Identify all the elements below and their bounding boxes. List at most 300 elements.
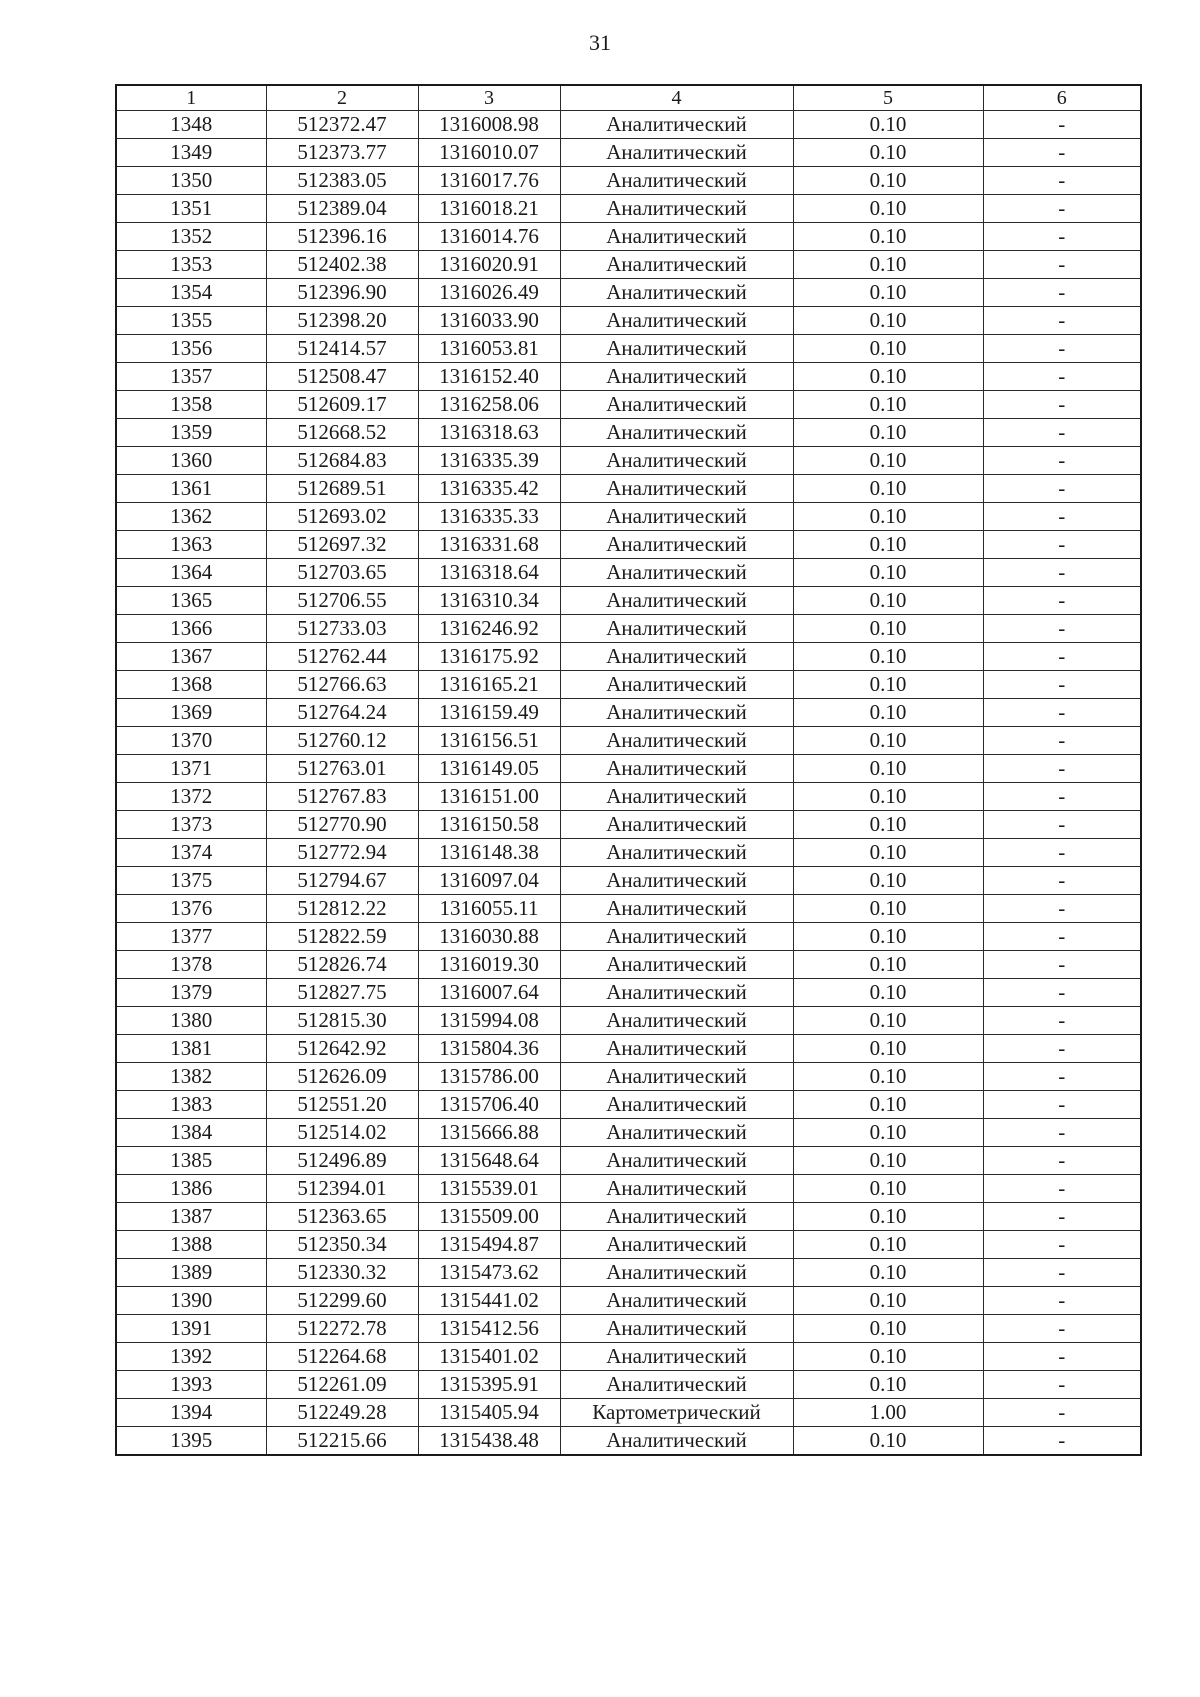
column-header: 2 bbox=[266, 85, 418, 111]
table-row bbox=[116, 1371, 1141, 1399]
method-cell: Аналитический bbox=[560, 615, 793, 643]
note-cell: - bbox=[983, 1063, 1141, 1091]
note-cell: - bbox=[983, 643, 1141, 671]
method-cell: Аналитический bbox=[560, 671, 793, 699]
y-coordinate-cell: 1316055.11 bbox=[418, 895, 560, 923]
x-coordinate-cell: 512299.60 bbox=[266, 1287, 418, 1315]
x-coordinate-cell: 512609.17 bbox=[266, 391, 418, 419]
table-row bbox=[116, 699, 1141, 727]
table-row bbox=[116, 363, 1141, 391]
table-row bbox=[116, 587, 1141, 615]
method-cell: Аналитический bbox=[560, 335, 793, 363]
x-coordinate-cell: 512770.90 bbox=[266, 811, 418, 839]
table-row bbox=[116, 1287, 1141, 1315]
x-coordinate-cell: 512398.20 bbox=[266, 307, 418, 335]
x-coordinate-cell: 512684.83 bbox=[266, 447, 418, 475]
accuracy-cell: 0.10 bbox=[793, 251, 983, 279]
y-coordinate-cell: 1315494.87 bbox=[418, 1231, 560, 1259]
note-cell: - bbox=[983, 671, 1141, 699]
method-cell: Аналитический bbox=[560, 1427, 793, 1456]
method-cell: Аналитический bbox=[560, 1315, 793, 1343]
note-cell: - bbox=[983, 391, 1141, 419]
note-cell: - bbox=[983, 839, 1141, 867]
table-row bbox=[116, 895, 1141, 923]
point-number-cell: 1364 bbox=[116, 559, 266, 587]
point-number-cell: 1365 bbox=[116, 587, 266, 615]
method-cell: Аналитический bbox=[560, 727, 793, 755]
y-coordinate-cell: 1316159.49 bbox=[418, 699, 560, 727]
y-coordinate-cell: 1316151.00 bbox=[418, 783, 560, 811]
x-coordinate-cell: 512764.24 bbox=[266, 699, 418, 727]
accuracy-cell: 0.10 bbox=[793, 1259, 983, 1287]
note-cell: - bbox=[983, 867, 1141, 895]
x-coordinate-cell: 512373.77 bbox=[266, 139, 418, 167]
x-coordinate-cell: 512766.63 bbox=[266, 671, 418, 699]
point-number-cell: 1366 bbox=[116, 615, 266, 643]
method-cell: Аналитический bbox=[560, 111, 793, 139]
note-cell: - bbox=[983, 307, 1141, 335]
accuracy-cell: 0.10 bbox=[793, 951, 983, 979]
table-row bbox=[116, 1203, 1141, 1231]
note-cell: - bbox=[983, 447, 1141, 475]
accuracy-cell: 0.10 bbox=[793, 391, 983, 419]
method-cell: Аналитический bbox=[560, 587, 793, 615]
y-coordinate-cell: 1316017.76 bbox=[418, 167, 560, 195]
y-coordinate-cell: 1316335.42 bbox=[418, 475, 560, 503]
x-coordinate-cell: 512249.28 bbox=[266, 1399, 418, 1427]
table-body bbox=[116, 111, 1141, 1456]
method-cell: Аналитический bbox=[560, 167, 793, 195]
note-cell: - bbox=[983, 363, 1141, 391]
y-coordinate-cell: 1315994.08 bbox=[418, 1007, 560, 1035]
table-row bbox=[116, 419, 1141, 447]
method-cell: Аналитический bbox=[560, 811, 793, 839]
accuracy-cell: 0.10 bbox=[793, 1091, 983, 1119]
method-cell: Аналитический bbox=[560, 195, 793, 223]
point-number-cell: 1393 bbox=[116, 1371, 266, 1399]
x-coordinate-cell: 512794.67 bbox=[266, 867, 418, 895]
y-coordinate-cell: 1315438.48 bbox=[418, 1427, 560, 1456]
y-coordinate-cell: 1316097.04 bbox=[418, 867, 560, 895]
x-coordinate-cell: 512760.12 bbox=[266, 727, 418, 755]
x-coordinate-cell: 512826.74 bbox=[266, 951, 418, 979]
method-cell: Аналитический bbox=[560, 363, 793, 391]
table-row bbox=[116, 615, 1141, 643]
table-row bbox=[116, 839, 1141, 867]
note-cell: - bbox=[983, 895, 1141, 923]
y-coordinate-cell: 1316026.49 bbox=[418, 279, 560, 307]
accuracy-cell: 0.10 bbox=[793, 335, 983, 363]
point-number-cell: 1385 bbox=[116, 1147, 266, 1175]
x-coordinate-cell: 512215.66 bbox=[266, 1427, 418, 1456]
point-number-cell: 1370 bbox=[116, 727, 266, 755]
y-coordinate-cell: 1316331.68 bbox=[418, 531, 560, 559]
note-cell: - bbox=[983, 1343, 1141, 1371]
accuracy-cell: 0.10 bbox=[793, 699, 983, 727]
method-cell: Аналитический bbox=[560, 1119, 793, 1147]
table-row bbox=[116, 391, 1141, 419]
y-coordinate-cell: 1315648.64 bbox=[418, 1147, 560, 1175]
accuracy-cell: 0.10 bbox=[793, 559, 983, 587]
accuracy-cell: 0.10 bbox=[793, 1343, 983, 1371]
y-coordinate-cell: 1316156.51 bbox=[418, 727, 560, 755]
point-number-cell: 1386 bbox=[116, 1175, 266, 1203]
accuracy-cell: 0.10 bbox=[793, 643, 983, 671]
y-coordinate-cell: 1316053.81 bbox=[418, 335, 560, 363]
note-cell: - bbox=[983, 1427, 1141, 1456]
note-cell: - bbox=[983, 923, 1141, 951]
column-header: 6 bbox=[983, 85, 1141, 111]
point-number-cell: 1349 bbox=[116, 139, 266, 167]
y-coordinate-cell: 1315706.40 bbox=[418, 1091, 560, 1119]
note-cell: - bbox=[983, 811, 1141, 839]
accuracy-cell: 0.10 bbox=[793, 1315, 983, 1343]
y-coordinate-cell: 1316018.21 bbox=[418, 195, 560, 223]
x-coordinate-cell: 512812.22 bbox=[266, 895, 418, 923]
table-row bbox=[116, 1119, 1141, 1147]
accuracy-cell: 0.10 bbox=[793, 587, 983, 615]
y-coordinate-cell: 1315401.02 bbox=[418, 1343, 560, 1371]
x-coordinate-cell: 512733.03 bbox=[266, 615, 418, 643]
table-row bbox=[116, 503, 1141, 531]
x-coordinate-cell: 512815.30 bbox=[266, 1007, 418, 1035]
table-row bbox=[116, 223, 1141, 251]
accuracy-cell: 0.10 bbox=[793, 979, 983, 1007]
y-coordinate-cell: 1316335.39 bbox=[418, 447, 560, 475]
point-number-cell: 1384 bbox=[116, 1119, 266, 1147]
y-coordinate-cell: 1315405.94 bbox=[418, 1399, 560, 1427]
y-coordinate-cell: 1316033.90 bbox=[418, 307, 560, 335]
table-row bbox=[116, 1035, 1141, 1063]
point-number-cell: 1362 bbox=[116, 503, 266, 531]
y-coordinate-cell: 1316175.92 bbox=[418, 643, 560, 671]
method-cell: Аналитический bbox=[560, 503, 793, 531]
method-cell: Аналитический bbox=[560, 1063, 793, 1091]
method-cell: Аналитический bbox=[560, 1343, 793, 1371]
accuracy-cell: 0.10 bbox=[793, 307, 983, 335]
method-cell: Аналитический bbox=[560, 839, 793, 867]
table-row bbox=[116, 1343, 1141, 1371]
table-row bbox=[116, 1147, 1141, 1175]
column-header: 3 bbox=[418, 85, 560, 111]
x-coordinate-cell: 512264.68 bbox=[266, 1343, 418, 1371]
table-header bbox=[116, 85, 1141, 111]
note-cell: - bbox=[983, 1147, 1141, 1175]
x-coordinate-cell: 512383.05 bbox=[266, 167, 418, 195]
y-coordinate-cell: 1315804.36 bbox=[418, 1035, 560, 1063]
page-number: 31 bbox=[589, 30, 611, 55]
note-cell: - bbox=[983, 111, 1141, 139]
note-cell: - bbox=[983, 1259, 1141, 1287]
point-number-cell: 1350 bbox=[116, 167, 266, 195]
method-cell: Аналитический bbox=[560, 1175, 793, 1203]
point-number-cell: 1376 bbox=[116, 895, 266, 923]
x-coordinate-cell: 512642.92 bbox=[266, 1035, 418, 1063]
accuracy-cell: 0.10 bbox=[793, 867, 983, 895]
y-coordinate-cell: 1316149.05 bbox=[418, 755, 560, 783]
point-number-cell: 1391 bbox=[116, 1315, 266, 1343]
accuracy-cell: 0.10 bbox=[793, 1063, 983, 1091]
y-coordinate-cell: 1316020.91 bbox=[418, 251, 560, 279]
note-cell: - bbox=[983, 419, 1141, 447]
method-cell: Аналитический bbox=[560, 699, 793, 727]
accuracy-cell: 0.10 bbox=[793, 1427, 983, 1456]
accuracy-cell: 0.10 bbox=[793, 195, 983, 223]
note-cell: - bbox=[983, 531, 1141, 559]
method-cell: Аналитический bbox=[560, 531, 793, 559]
table-row bbox=[116, 251, 1141, 279]
table-row bbox=[116, 727, 1141, 755]
x-coordinate-cell: 512822.59 bbox=[266, 923, 418, 951]
y-coordinate-cell: 1316008.98 bbox=[418, 111, 560, 139]
table-row bbox=[116, 1231, 1141, 1259]
method-cell: Картометрический bbox=[560, 1399, 793, 1427]
x-coordinate-cell: 512372.47 bbox=[266, 111, 418, 139]
x-coordinate-cell: 512402.38 bbox=[266, 251, 418, 279]
x-coordinate-cell: 512389.04 bbox=[266, 195, 418, 223]
y-coordinate-cell: 1316007.64 bbox=[418, 979, 560, 1007]
x-coordinate-cell: 512394.01 bbox=[266, 1175, 418, 1203]
note-cell: - bbox=[983, 699, 1141, 727]
note-cell: - bbox=[983, 167, 1141, 195]
x-coordinate-cell: 512350.34 bbox=[266, 1231, 418, 1259]
note-cell: - bbox=[983, 979, 1141, 1007]
point-number-cell: 1378 bbox=[116, 951, 266, 979]
y-coordinate-cell: 1315441.02 bbox=[418, 1287, 560, 1315]
method-cell: Аналитический bbox=[560, 1147, 793, 1175]
y-coordinate-cell: 1316318.64 bbox=[418, 559, 560, 587]
y-coordinate-cell: 1316010.07 bbox=[418, 139, 560, 167]
accuracy-cell: 0.10 bbox=[793, 1203, 983, 1231]
table-row bbox=[116, 1259, 1141, 1287]
point-number-cell: 1374 bbox=[116, 839, 266, 867]
table-row bbox=[116, 755, 1141, 783]
y-coordinate-cell: 1316246.92 bbox=[418, 615, 560, 643]
accuracy-cell: 0.10 bbox=[793, 755, 983, 783]
x-coordinate-cell: 512763.01 bbox=[266, 755, 418, 783]
x-coordinate-cell: 512706.55 bbox=[266, 587, 418, 615]
method-cell: Аналитический bbox=[560, 643, 793, 671]
x-coordinate-cell: 512697.32 bbox=[266, 531, 418, 559]
point-number-cell: 1351 bbox=[116, 195, 266, 223]
accuracy-cell: 0.10 bbox=[793, 1231, 983, 1259]
x-coordinate-cell: 512772.94 bbox=[266, 839, 418, 867]
accuracy-cell: 0.10 bbox=[793, 783, 983, 811]
method-cell: Аналитический bbox=[560, 1007, 793, 1035]
point-number-cell: 1380 bbox=[116, 1007, 266, 1035]
table-row bbox=[116, 783, 1141, 811]
table-row bbox=[116, 811, 1141, 839]
note-cell: - bbox=[983, 195, 1141, 223]
x-coordinate-cell: 512626.09 bbox=[266, 1063, 418, 1091]
point-number-cell: 1356 bbox=[116, 335, 266, 363]
table-row bbox=[116, 671, 1141, 699]
method-cell: Аналитический bbox=[560, 391, 793, 419]
note-cell: - bbox=[983, 559, 1141, 587]
table-row bbox=[116, 167, 1141, 195]
method-cell: Аналитический bbox=[560, 1287, 793, 1315]
accuracy-cell: 0.10 bbox=[793, 1175, 983, 1203]
table-row bbox=[116, 951, 1141, 979]
note-cell: - bbox=[983, 223, 1141, 251]
accuracy-cell: 0.10 bbox=[793, 1147, 983, 1175]
accuracy-cell: 0.10 bbox=[793, 1007, 983, 1035]
note-cell: - bbox=[983, 475, 1141, 503]
accuracy-cell: 0.10 bbox=[793, 1287, 983, 1315]
note-cell: - bbox=[983, 1175, 1141, 1203]
y-coordinate-cell: 1315666.88 bbox=[418, 1119, 560, 1147]
method-cell: Аналитический bbox=[560, 1371, 793, 1399]
y-coordinate-cell: 1315473.62 bbox=[418, 1259, 560, 1287]
note-cell: - bbox=[983, 279, 1141, 307]
table-row bbox=[116, 111, 1141, 139]
method-cell: Аналитический bbox=[560, 923, 793, 951]
accuracy-cell: 0.10 bbox=[793, 615, 983, 643]
table-row bbox=[116, 475, 1141, 503]
accuracy-cell: 0.10 bbox=[793, 923, 983, 951]
x-coordinate-cell: 512396.16 bbox=[266, 223, 418, 251]
point-number-cell: 1392 bbox=[116, 1343, 266, 1371]
y-coordinate-cell: 1316030.88 bbox=[418, 923, 560, 951]
note-cell: - bbox=[983, 503, 1141, 531]
table-row bbox=[116, 195, 1141, 223]
point-number-cell: 1368 bbox=[116, 671, 266, 699]
accuracy-cell: 0.10 bbox=[793, 475, 983, 503]
column-header: 1 bbox=[116, 85, 266, 111]
point-number-cell: 1395 bbox=[116, 1427, 266, 1456]
note-cell: - bbox=[983, 755, 1141, 783]
table-row bbox=[116, 279, 1141, 307]
accuracy-cell: 0.10 bbox=[793, 503, 983, 531]
y-coordinate-cell: 1316150.58 bbox=[418, 811, 560, 839]
accuracy-cell: 0.10 bbox=[793, 111, 983, 139]
x-coordinate-cell: 512514.02 bbox=[266, 1119, 418, 1147]
y-coordinate-cell: 1316310.34 bbox=[418, 587, 560, 615]
x-coordinate-cell: 512508.47 bbox=[266, 363, 418, 391]
method-cell: Аналитический bbox=[560, 475, 793, 503]
note-cell: - bbox=[983, 1315, 1141, 1343]
note-cell: - bbox=[983, 1035, 1141, 1063]
x-coordinate-cell: 512767.83 bbox=[266, 783, 418, 811]
method-cell: Аналитический bbox=[560, 895, 793, 923]
method-cell: Аналитический bbox=[560, 223, 793, 251]
note-cell: - bbox=[983, 251, 1141, 279]
point-number-cell: 1373 bbox=[116, 811, 266, 839]
table-row bbox=[116, 1063, 1141, 1091]
accuracy-cell: 0.10 bbox=[793, 279, 983, 307]
y-coordinate-cell: 1315412.56 bbox=[418, 1315, 560, 1343]
point-number-cell: 1382 bbox=[116, 1063, 266, 1091]
method-cell: Аналитический bbox=[560, 251, 793, 279]
accuracy-cell: 0.10 bbox=[793, 671, 983, 699]
x-coordinate-cell: 512330.32 bbox=[266, 1259, 418, 1287]
x-coordinate-cell: 512827.75 bbox=[266, 979, 418, 1007]
method-cell: Аналитический bbox=[560, 447, 793, 475]
method-cell: Аналитический bbox=[560, 559, 793, 587]
x-coordinate-cell: 512261.09 bbox=[266, 1371, 418, 1399]
point-number-cell: 1359 bbox=[116, 419, 266, 447]
table-row bbox=[116, 643, 1141, 671]
table-row bbox=[116, 139, 1141, 167]
note-cell: - bbox=[983, 1007, 1141, 1035]
accuracy-cell: 0.10 bbox=[793, 727, 983, 755]
point-number-cell: 1358 bbox=[116, 391, 266, 419]
table-row bbox=[116, 1175, 1141, 1203]
accuracy-cell: 0.10 bbox=[793, 447, 983, 475]
point-number-cell: 1372 bbox=[116, 783, 266, 811]
note-cell: - bbox=[983, 1231, 1141, 1259]
table-row bbox=[116, 531, 1141, 559]
x-coordinate-cell: 512414.57 bbox=[266, 335, 418, 363]
x-coordinate-cell: 512693.02 bbox=[266, 503, 418, 531]
point-number-cell: 1360 bbox=[116, 447, 266, 475]
accuracy-cell: 0.10 bbox=[793, 1119, 983, 1147]
point-number-cell: 1367 bbox=[116, 643, 266, 671]
note-cell: - bbox=[983, 587, 1141, 615]
method-cell: Аналитический bbox=[560, 867, 793, 895]
y-coordinate-cell: 1315509.00 bbox=[418, 1203, 560, 1231]
accuracy-cell: 0.10 bbox=[793, 363, 983, 391]
point-number-cell: 1352 bbox=[116, 223, 266, 251]
table-row bbox=[116, 335, 1141, 363]
y-coordinate-cell: 1316014.76 bbox=[418, 223, 560, 251]
y-coordinate-cell: 1316335.33 bbox=[418, 503, 560, 531]
note-cell: - bbox=[983, 951, 1141, 979]
point-number-cell: 1354 bbox=[116, 279, 266, 307]
y-coordinate-cell: 1315786.00 bbox=[418, 1063, 560, 1091]
coordinates-table bbox=[115, 84, 1142, 1456]
y-coordinate-cell: 1316019.30 bbox=[418, 951, 560, 979]
accuracy-cell: 0.10 bbox=[793, 1371, 983, 1399]
x-coordinate-cell: 512762.44 bbox=[266, 643, 418, 671]
point-number-cell: 1375 bbox=[116, 867, 266, 895]
method-cell: Аналитический bbox=[560, 1231, 793, 1259]
method-cell: Аналитический bbox=[560, 783, 793, 811]
point-number-cell: 1388 bbox=[116, 1231, 266, 1259]
point-number-cell: 1377 bbox=[116, 923, 266, 951]
point-number-cell: 1394 bbox=[116, 1399, 266, 1427]
table-row bbox=[116, 447, 1141, 475]
x-coordinate-cell: 512272.78 bbox=[266, 1315, 418, 1343]
point-number-cell: 1389 bbox=[116, 1259, 266, 1287]
point-number-cell: 1361 bbox=[116, 475, 266, 503]
method-cell: Аналитический bbox=[560, 951, 793, 979]
header-row bbox=[116, 85, 1141, 111]
accuracy-cell: 0.10 bbox=[793, 223, 983, 251]
method-cell: Аналитический bbox=[560, 1035, 793, 1063]
table-row bbox=[116, 1091, 1141, 1119]
note-cell: - bbox=[983, 1091, 1141, 1119]
y-coordinate-cell: 1316318.63 bbox=[418, 419, 560, 447]
note-cell: - bbox=[983, 783, 1141, 811]
point-number-cell: 1379 bbox=[116, 979, 266, 1007]
table-row bbox=[116, 307, 1141, 335]
x-coordinate-cell: 512496.89 bbox=[266, 1147, 418, 1175]
point-number-cell: 1363 bbox=[116, 531, 266, 559]
point-number-cell: 1369 bbox=[116, 699, 266, 727]
point-number-cell: 1371 bbox=[116, 755, 266, 783]
accuracy-cell: 1.00 bbox=[793, 1399, 983, 1427]
accuracy-cell: 0.10 bbox=[793, 1035, 983, 1063]
y-coordinate-cell: 1315539.01 bbox=[418, 1175, 560, 1203]
column-header: 5 bbox=[793, 85, 983, 111]
x-coordinate-cell: 512668.52 bbox=[266, 419, 418, 447]
method-cell: Аналитический bbox=[560, 279, 793, 307]
x-coordinate-cell: 512703.65 bbox=[266, 559, 418, 587]
accuracy-cell: 0.10 bbox=[793, 895, 983, 923]
note-cell: - bbox=[983, 335, 1141, 363]
method-cell: Аналитический bbox=[560, 307, 793, 335]
